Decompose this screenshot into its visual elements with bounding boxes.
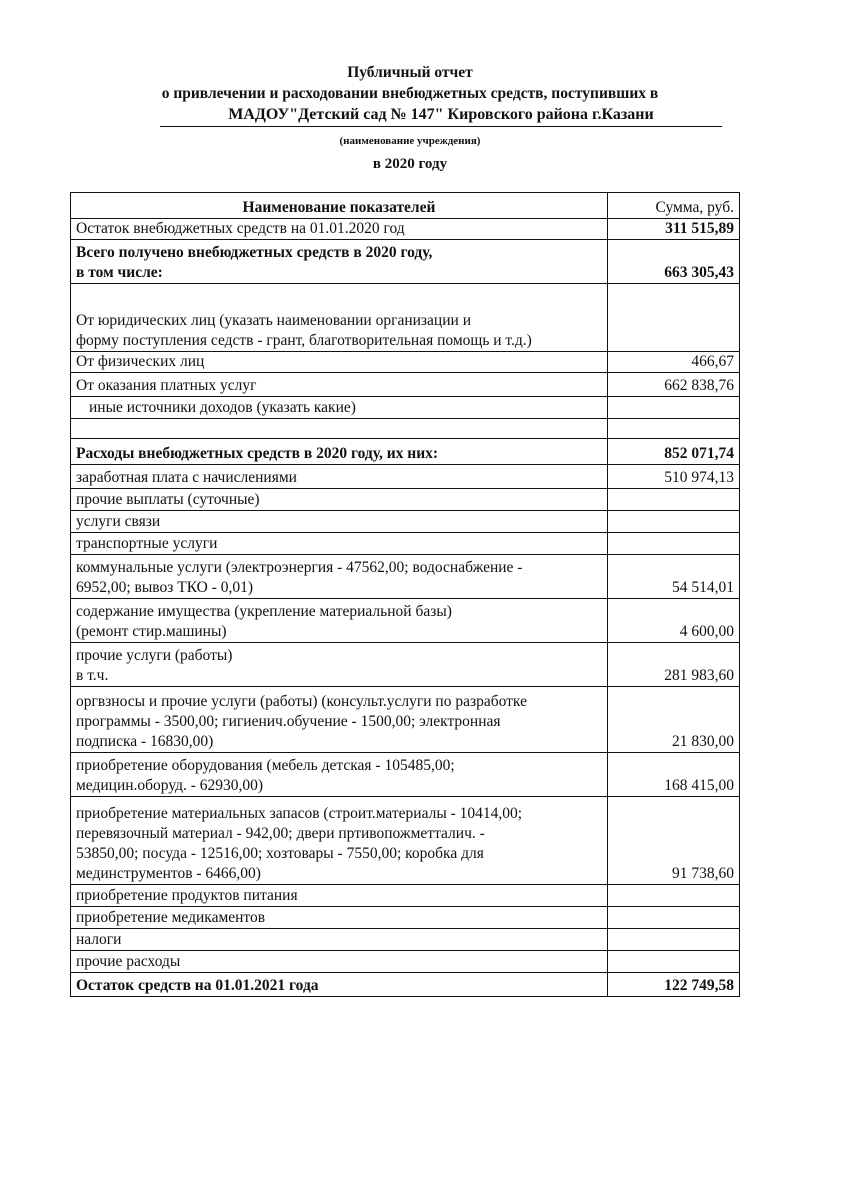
table-row xyxy=(71,397,740,419)
table-row xyxy=(71,973,740,997)
row-sum xyxy=(608,951,740,973)
row-sum: 168 415,00 xyxy=(608,753,740,797)
table-row xyxy=(71,951,740,973)
row-name: приобретение материальных запасов (строит.материалы - 10414,00; перевязочный материал - 942,00; двери пртивопожметталич. - 53850,00; посуда - 12516,00; хозтовары - 7550,00; коробка для мединструментов - 6466,00) xyxy=(71,797,608,885)
table-row xyxy=(71,533,740,555)
table-row xyxy=(71,465,740,489)
table-row xyxy=(71,489,740,511)
row-name: оргвзносы и прочие услуги (работы) (консульт.услуги по разработке программы - 3500,00; гигиенич.обучение - 1500,00; электронная подписка - 16830,00) xyxy=(71,687,608,753)
row-sum xyxy=(608,885,740,907)
table-row xyxy=(71,511,740,533)
table-row xyxy=(71,219,740,240)
row-sum: 510 974,13 xyxy=(608,465,740,489)
table-row xyxy=(71,555,740,599)
table-row xyxy=(71,907,740,929)
table-row xyxy=(71,929,740,951)
table-row xyxy=(71,284,740,352)
row-sum xyxy=(608,489,740,511)
report-title: Публичный отчет xyxy=(347,64,473,81)
table-row xyxy=(71,885,740,907)
row-sum xyxy=(608,511,740,533)
table-row xyxy=(71,352,740,373)
table-row xyxy=(71,373,740,397)
row-name: содержание имущества (укрепление материальной базы) (ремонт стир.машины) xyxy=(71,599,608,643)
row-sum: 662 838,76 xyxy=(608,373,740,397)
row-sum xyxy=(608,419,740,439)
report-year: в 2020 году xyxy=(372,156,448,172)
row-name: услуги связи xyxy=(71,511,608,533)
header-sum: Сумма, руб. xyxy=(608,193,740,219)
row-sum xyxy=(608,533,740,555)
row-sum: 122 749,58 xyxy=(608,973,740,997)
table-row xyxy=(71,419,740,439)
table-row xyxy=(71,753,740,797)
row-sum: 852 071,74 xyxy=(608,439,740,465)
row-name: Расходы внебюджетных средств в 2020 году, их них: xyxy=(71,439,608,465)
row-name: От юридических лиц (указать наименовании организации и форму поступления седств - грант, благотворительная помощь и т.д.) xyxy=(71,284,608,352)
row-sum: 663 305,43 xyxy=(608,240,740,284)
row-sum: 91 738,60 xyxy=(608,797,740,885)
row-name: коммунальные услуги (электроэнергия - 47562,00; водоснабжение - 6952,00; вывоз ТКО - 0,01) xyxy=(71,555,608,599)
row-name: прочие услуги (работы) в т.ч. xyxy=(71,643,608,687)
header-name: Наименование показателей xyxy=(71,193,608,219)
row-name: иные источники доходов (указать какие) xyxy=(71,397,608,419)
row-name: Остаток средств на 01.01.2021 года xyxy=(71,973,608,997)
table-row xyxy=(71,797,740,885)
row-sum xyxy=(608,907,740,929)
table-row xyxy=(71,439,740,465)
row-sum xyxy=(608,929,740,951)
row-name: От оказания платных услуг xyxy=(71,373,608,397)
row-sum: 4 600,00 xyxy=(608,599,740,643)
institution-name: МАДОУ"Детский сад № 147" Кировского района г.Казани xyxy=(160,105,722,127)
row-sum: 21 830,00 xyxy=(608,687,740,753)
row-name: прочие выплаты (суточные) xyxy=(71,489,608,511)
row-name: Остаток внебюджетных средств на 01.01.2020 год xyxy=(71,219,608,240)
row-sum xyxy=(608,397,740,419)
table-row xyxy=(71,687,740,753)
row-name: приобретение медикаментов xyxy=(71,907,608,929)
table-header-row xyxy=(71,193,740,219)
institution-caption: (наименование учреждения) xyxy=(339,135,481,147)
row-sum xyxy=(608,284,740,352)
row-name: От физических лиц xyxy=(71,352,608,373)
row-name: прочие расходы xyxy=(71,951,608,973)
table-row xyxy=(71,643,740,687)
row-name: транспортные услуги xyxy=(71,533,608,555)
report-subtitle: о привлечении и расходовании внебюджетных средств, поступивших в xyxy=(161,85,659,102)
row-sum: 311 515,89 xyxy=(608,219,740,240)
report-table xyxy=(70,192,740,997)
row-sum: 281 983,60 xyxy=(608,643,740,687)
row-sum: 54 514,01 xyxy=(608,555,740,599)
row-name: заработная плата с начислениями xyxy=(71,465,608,489)
row-name: Всего получено внебюджетных средств в 2020 году, в том числе: xyxy=(71,240,608,284)
row-name: налоги xyxy=(71,929,608,951)
row-name: приобретение оборудования (мебель детская - 105485,00; медицин.оборуд. - 62930,00) xyxy=(71,753,608,797)
row-name: приобретение продуктов питания xyxy=(71,885,608,907)
row-name xyxy=(71,419,608,439)
row-sum: 466,67 xyxy=(608,352,740,373)
table-row xyxy=(71,599,740,643)
table-row xyxy=(71,240,740,284)
